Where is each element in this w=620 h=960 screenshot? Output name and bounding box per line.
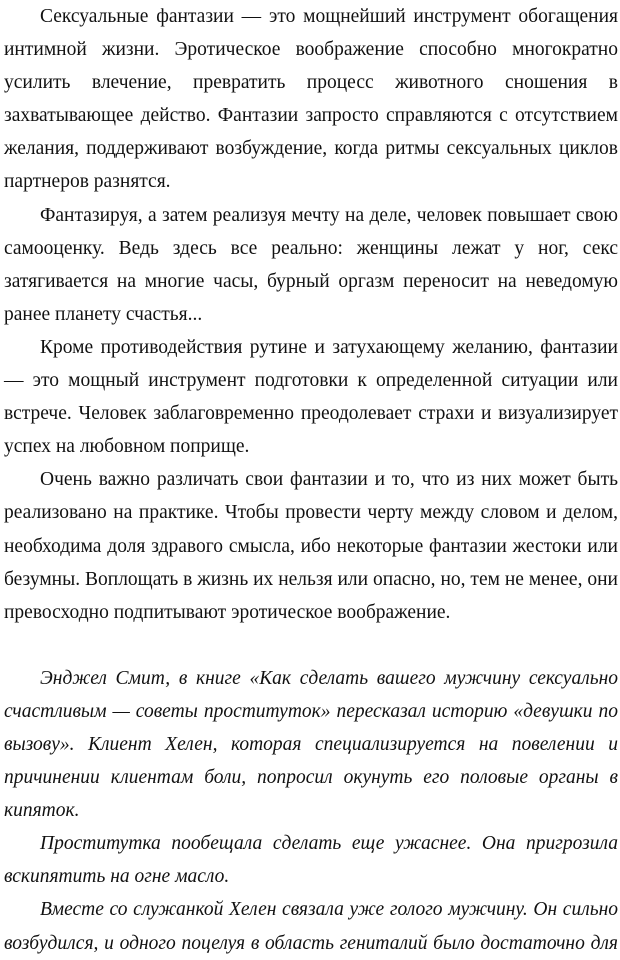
document-page: [4, 0, 618, 960]
paragraph-4: Очень важно различать свои фантазии и то, что из них может быть реализовано на практике. Чтобы провести черту между словом и делом, необходима доля здравого смысла, ибо некоторые фантазии жестоки или безумны. Воплощать в жизнь их нельзя или опасно, но, тем не менее, они превосходно подпитывают эротическое воображение.: [4, 469, 618, 623]
italic-paragraph-2: Проститутка пообещала сделать еще ужаснее. Она пригрозила вскипятить на огне масло.: [4, 833, 618, 888]
italic-paragraph-1: Энджел Смит, в книге «Как сделать вашего мужчину сексуально счастливым — советы проституток» пересказал историю «девушки по вызову». Клиент Хелен, которая специализируется на повелении и причинении клиентам боли, попросил окунуть его половые органы в кипяток.: [4, 667, 618, 822]
paragraph-3: Кроме противодействия рутине и затухающему желанию, фантазии — это мощный инструмент подготовки к определенной ситуации или встрече. Человек заблаговременно преодолевает страхи и визуализирует успех на любовном поприще.: [4, 336, 618, 458]
italic-paragraph-3: Вместе со служанкой Хелен связала уже голого мужчину. Он сильно возбудился, и одного поцелуя в область гениталий было достаточно для: [4, 899, 618, 954]
section-gap: [4, 629, 618, 662]
paragraph-2: Фантазируя, а затем реализуя мечту на деле, человек повышает свою самооценку. Ведь здесь все реально: женщины лежат у ног, секс затягивается на многие часы, бурный оргазм переносит на неведомую ранее планету счастья...: [4, 204, 618, 325]
paragraph-1: Сексуальные фантазии — это мощнейший инструмент обогащения интимной жизни. Эротическое воображение способно многократно усилить влечение, превратить процесс животного сношения в захватывающее действо. Фантазии запросто справляются с отсутствием желания, поддерживают возбуждение, когда ритмы сексуальных циклов партнеров разнятся.: [4, 6, 618, 193]
